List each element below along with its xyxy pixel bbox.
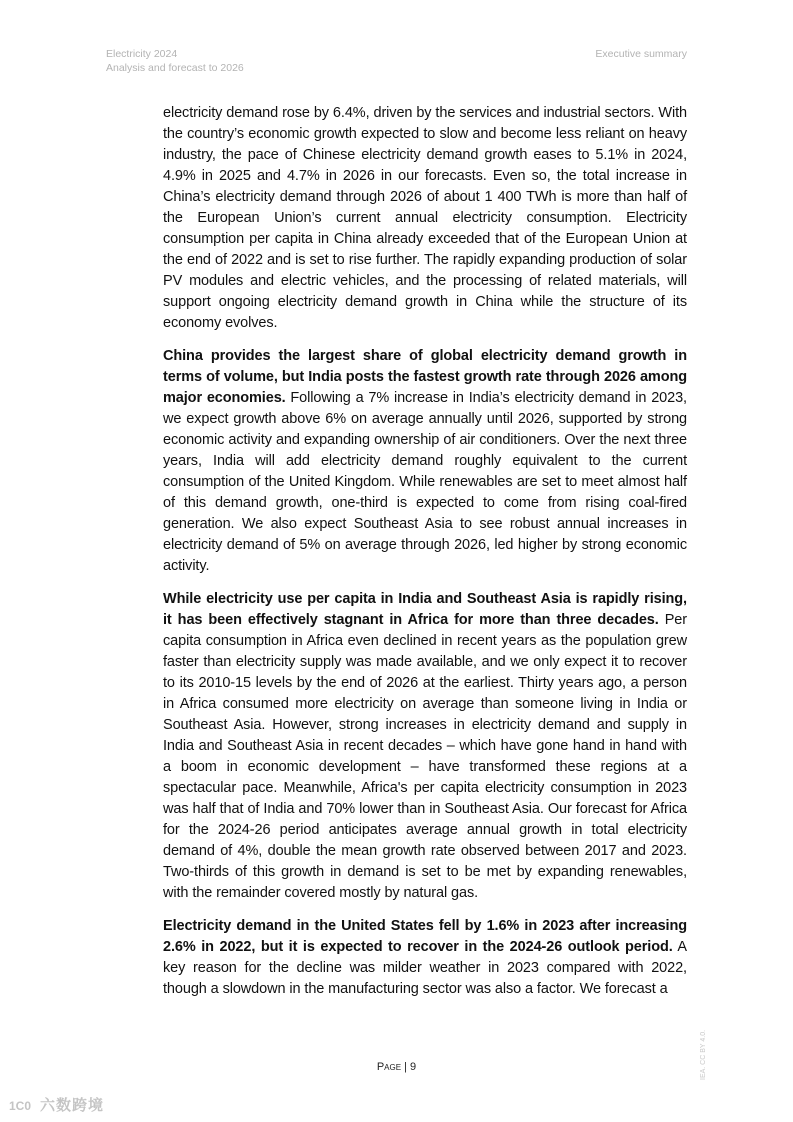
paragraph-lead: China provides the largest share of global electricity demand growth in terms of volume, but India posts the fastest growth rate through 2026 among major economies. bbox=[163, 348, 687, 406]
page-footer bbox=[0, 1061, 793, 1073]
paragraph-lead: While electricity use per capita in India and Southeast Asia is rapidly rising, it has been effectively stagnant in Africa for more than three decades. bbox=[163, 591, 687, 628]
paragraph-text: Per capita consumption in Africa even declined in recent years as the population grew faster than electricity supply was made available, and we only expect it to recover to its 2010-15 levels by the end of 2026 at the earliest. Thirty years ago, a person in Africa consumed more electricity on average than someone living in India or Southeast Asia. However, strong increases in electricity demand and supply in India and Southeast Asia in recent decades – which have gone hand in hand with a boom in economic development – have transformed these regions at a spectacular pace. Meanwhile, Africa's per capita electricity consumption in 2023 was half that of India and 70% lower than in Southeast Asia. Our forecast for Africa for the 2024-26 period anticipates average annual growth in total electricity demand of 4%, double the mean growth rate observed between 2017 and 2023. Two-thirds of this growth in demand is set to be met by expanding renewables, with the remainder covered mostly by natural gas. bbox=[163, 612, 687, 901]
page-separator: | bbox=[401, 1061, 411, 1073]
paragraph-india-growth bbox=[163, 346, 687, 577]
page-body bbox=[163, 103, 687, 1012]
report-subtitle: Analysis and forecast to 2026 bbox=[106, 62, 244, 74]
license-note: IEA. CC BY 4.0. bbox=[700, 1029, 707, 1080]
paragraph-united-states bbox=[163, 916, 687, 1000]
watermark-logo-icon bbox=[8, 1096, 34, 1114]
paragraph-africa-per-capita bbox=[163, 589, 687, 904]
section-label: Executive summary bbox=[595, 48, 687, 60]
paragraph-text: Following a 7% increase in India’s electricity demand in 2023, we expect growth above 6% on average annually until 2026, supported by strong economic activity and expanding ownership of air conditioners. Over the next three years, India will add electricity demand roughly equivalent to the current consumption of the United Kingdom. While renewables are set to meet almost half of this demand growth, one-third is expected to come from rising coal-fired generation. We also expect Southeast Asia to see robust annual increases in electricity demand of 5% on average through 2026, led higher by strong economic activity. bbox=[163, 390, 687, 574]
paragraph-china-demand bbox=[163, 103, 687, 334]
watermark bbox=[8, 1094, 104, 1115]
paragraph-text: electricity demand rose by 6.4%, driven by the services and industrial sectors. With the country’s economic growth expected to slow and become less reliant on heavy industry, the pace of Chinese electricity demand growth eases to 5.1% in 2024, 4.9% in 2025 and 4.7% in 2026 in our forecasts. Even so, the total increase in China’s electricity demand through 2026 of about 1 400 TWh is more than half of the European Union’s current annual electricity consumption. Electricity consumption per capita in China already exceeded that of the European Union at the end of 2022 and is set to rise further. The rapidly expanding production of solar PV modules and electric vehicles, and the processing of related materials, will support ongoing electricity demand growth in China while the structure of its economy evolves. bbox=[163, 105, 687, 331]
paragraph-lead: Electricity demand in the United States fell by 1.6% in 2023 after increasing 2.6% in 2022, but it is expected to recover in the 2024-26 outlook period. bbox=[163, 918, 687, 955]
report-header bbox=[106, 47, 244, 75]
svg-text:1C0: 1C0 bbox=[9, 1098, 32, 1113]
page-number: 9 bbox=[410, 1061, 417, 1073]
watermark-text: 六数跨境 bbox=[40, 1097, 105, 1114]
page-label: Page bbox=[376, 1061, 402, 1073]
report-title: Electricity 2024 bbox=[106, 48, 178, 60]
paragraph-text: A key reason for the decline was milder weather in 2023 compared with 2022, though a slowdown in the manufacturing sector was also a factor. We forecast a bbox=[163, 939, 688, 997]
